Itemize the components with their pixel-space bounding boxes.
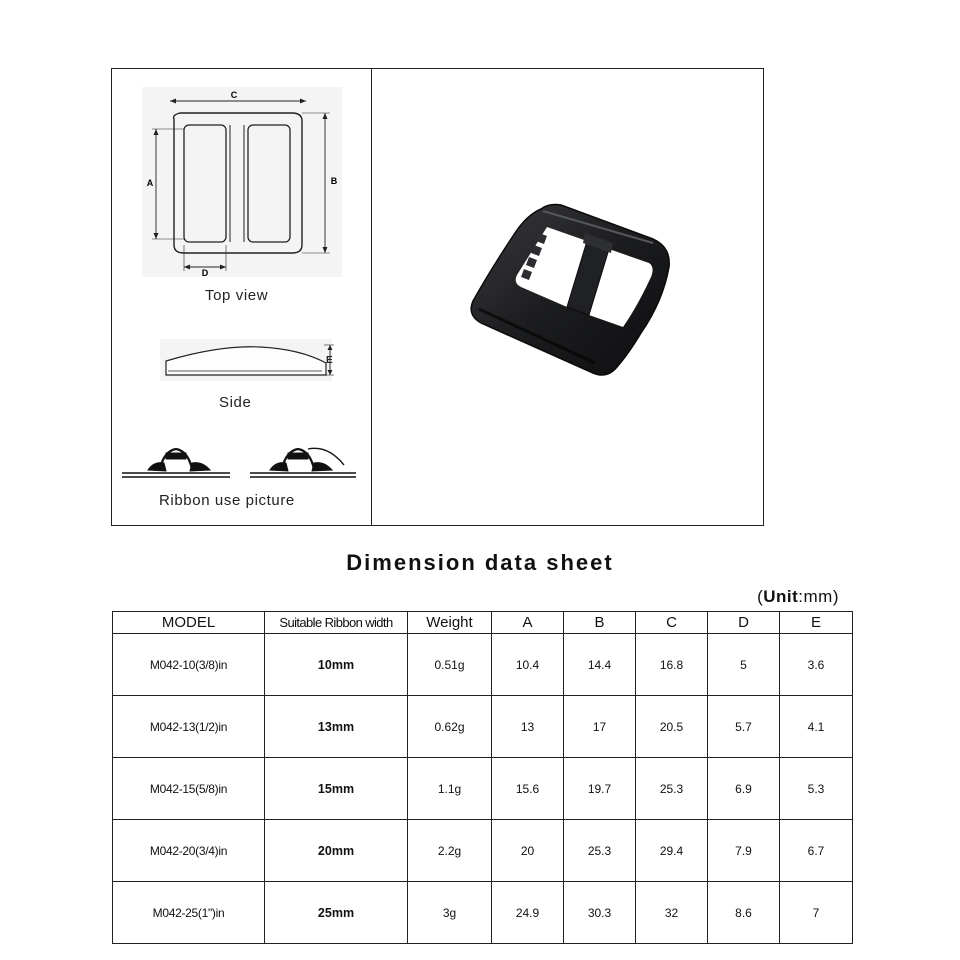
cell-b: 25.3: [564, 820, 636, 882]
cell-e: 3.6: [780, 634, 853, 696]
cell-b: 17: [564, 696, 636, 758]
side-view-caption: Side: [219, 394, 252, 411]
cell-a: 20: [492, 820, 564, 882]
cell-d: 8.6: [708, 882, 780, 944]
sheet-title: Dimension data sheet: [346, 550, 614, 575]
ribbon-use-right: [250, 448, 356, 477]
dimension-table: [112, 611, 853, 944]
cell-c: 16.8: [636, 634, 708, 696]
cell-c: 29.4: [636, 820, 708, 882]
cell-a: 15.6: [492, 758, 564, 820]
cell-ribbon-width: 10mm: [265, 634, 408, 696]
cell-ribbon-width: 20mm: [265, 820, 408, 882]
dim-label-b: B: [330, 176, 338, 186]
side-view-drawing: [160, 337, 340, 385]
top-view-caption: Top view: [205, 287, 269, 304]
cell-b: 14.4: [564, 634, 636, 696]
col-header-d: D: [708, 612, 780, 634]
buckle-photo: [457, 197, 687, 387]
cell-model: M042-20(3/4)in: [113, 820, 265, 882]
unit-prefix: (: [757, 587, 764, 606]
col-header-e: E: [780, 612, 853, 634]
top-view-drawing: [142, 87, 342, 277]
cell-e: 7: [780, 882, 853, 944]
cell-weight: 0.51g: [408, 634, 492, 696]
cell-e: 4.1: [780, 696, 853, 758]
unit-note: [757, 587, 839, 607]
col-header-a: A: [492, 612, 564, 634]
table-row: [113, 758, 853, 820]
cell-model: M042-25(1")in: [113, 882, 265, 944]
col-header-model: MODEL: [113, 612, 265, 634]
dim-label-e: E: [326, 355, 334, 366]
cell-model: M042-15(5/8)in: [113, 758, 265, 820]
table-header-row: [113, 612, 853, 634]
table-row: [113, 696, 853, 758]
col-header-weight: Weight: [408, 612, 492, 634]
cell-model: M042-13(1/2)in: [113, 696, 265, 758]
cell-ribbon-width: 15mm: [265, 758, 408, 820]
cell-e: 5.3: [780, 758, 853, 820]
col-header-c: C: [636, 612, 708, 634]
cell-a: 24.9: [492, 882, 564, 944]
cell-b: 19.7: [564, 758, 636, 820]
table-row: [113, 634, 853, 696]
cell-weight: 1.1g: [408, 758, 492, 820]
col-header-ribbon-width: Suitable Ribbon width: [265, 612, 408, 634]
cell-a: 10.4: [492, 634, 564, 696]
cell-weight: 0.62g: [408, 696, 492, 758]
dim-label-a: A: [146, 178, 154, 188]
cell-b: 30.3: [564, 882, 636, 944]
cell-c: 25.3: [636, 758, 708, 820]
cell-e: 6.7: [780, 820, 853, 882]
ribbon-use-caption: Ribbon use picture: [159, 492, 295, 509]
cell-d: 7.9: [708, 820, 780, 882]
cell-c: 20.5: [636, 696, 708, 758]
cell-a: 13: [492, 696, 564, 758]
cell-d: 6.9: [708, 758, 780, 820]
col-header-b: B: [564, 612, 636, 634]
cell-weight: 3g: [408, 882, 492, 944]
cell-d: 5: [708, 634, 780, 696]
unit-word: Unit: [763, 587, 799, 606]
cell-model: M042-10(3/8)in: [113, 634, 265, 696]
unit-suffix: :mm): [798, 587, 839, 606]
ribbon-use-drawing: [120, 439, 360, 485]
cell-ribbon-width: 13mm: [265, 696, 408, 758]
cell-d: 5.7: [708, 696, 780, 758]
cell-weight: 2.2g: [408, 820, 492, 882]
dim-label-d: D: [201, 268, 209, 277]
figure-divider: [371, 69, 372, 525]
table-row: [113, 882, 853, 944]
ribbon-use-left: [122, 449, 230, 477]
figure-panel: [111, 68, 764, 526]
cell-ribbon-width: 25mm: [265, 882, 408, 944]
cell-c: 32: [636, 882, 708, 944]
dim-label-c: C: [230, 90, 238, 100]
table-row: [113, 820, 853, 882]
